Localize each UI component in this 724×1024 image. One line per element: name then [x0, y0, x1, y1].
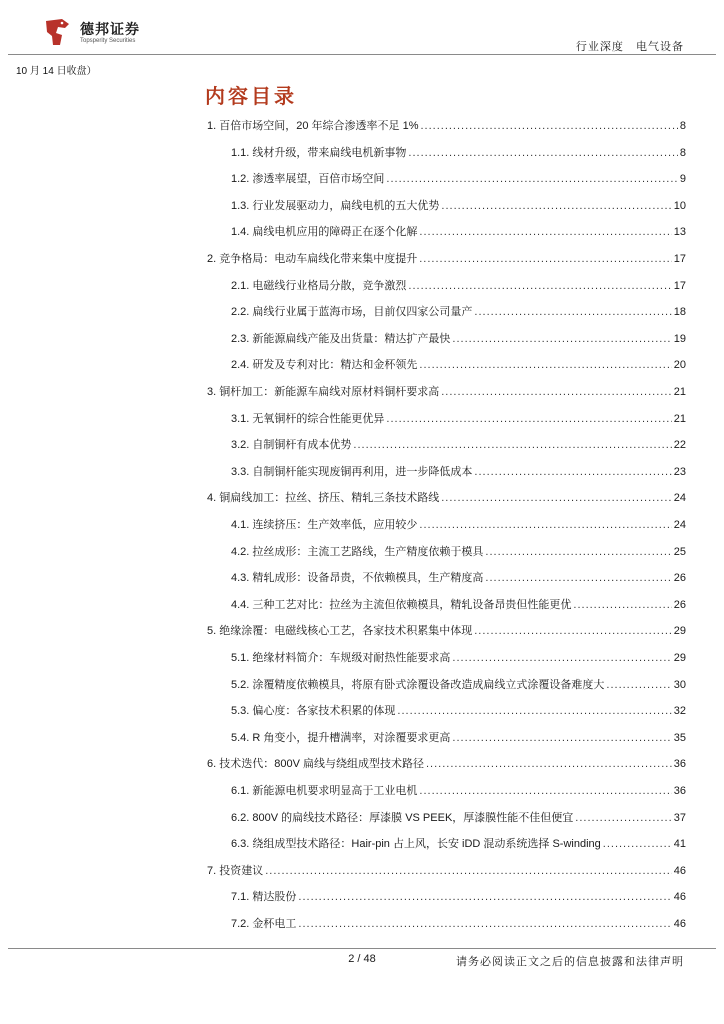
toc-entry-title: 4. 铜扁线加工：拉丝、挤压、精轧三条技术路线 [207, 492, 440, 505]
toc-subsection-entry[interactable] [231, 357, 686, 373]
toc-entry-title: 6.1. 新能源电机要求明显高于工业电机 [231, 785, 418, 797]
toc-entry-title: 5.3. 偏心度：各家技术积累的体现 [231, 705, 396, 718]
toc-entry-page: 37 [673, 811, 686, 824]
toc-entry-page: 26 [673, 572, 686, 585]
toc-entry-page: 46 [673, 891, 686, 904]
toc-entry-title: 4.3. 精轧成形：设备昂贵，不依赖模具，生产精度高 [231, 572, 484, 585]
toc-entry-page: 24 [673, 519, 686, 531]
toc-entry-title: 1.1. 线材升级，带来扁线电机新事物 [231, 146, 407, 159]
toc-subsection-entry[interactable] [231, 916, 686, 932]
toc-subsection-entry[interactable] [231, 597, 686, 613]
page-number: 2 / 48 [348, 953, 376, 965]
toc-entry-page: 8 [679, 120, 686, 132]
toc-entry-page: 26 [673, 598, 686, 611]
toc-subsection-entry[interactable] [231, 703, 686, 719]
toc-dot-leader [606, 677, 671, 693]
toc-entry-title: 2.3. 新能源扁线产能及出货量：精达扩产最快 [231, 332, 451, 345]
toc-subsection-entry[interactable] [231, 730, 686, 746]
toc-entry-page: 20 [673, 359, 686, 372]
toc-dot-leader [452, 331, 671, 347]
toc-title: 内容目录 [205, 86, 297, 108]
footer-divider [8, 948, 716, 949]
toc-entry-title: 3. 铜杆加工：新能源车扁线对原材料铜杆要求高 [207, 386, 440, 398]
header-divider [8, 54, 716, 55]
report-category [576, 38, 684, 54]
toc-section-entry[interactable] [207, 756, 686, 772]
toc-section-entry[interactable] [207, 490, 686, 506]
toc-entry-page: 10 [673, 199, 686, 212]
toc-subsection-entry[interactable] [231, 889, 686, 905]
toc-section-entry[interactable] [207, 623, 686, 639]
toc-entry-title: 4.1. 连续挤压：生产效率低，应用较少 [231, 519, 418, 531]
toc-entry-title: 5.2. 涂覆精度依赖模具，将原有卧式涂覆设备改造成扁线立式涂覆设备难度大 [231, 678, 605, 691]
toc-entry-title: 1.4. 扁线电机应用的障碍正在逐个化解 [231, 226, 418, 239]
toc-dot-leader [408, 145, 677, 161]
toc-subsection-entry[interactable] [231, 224, 686, 240]
toc-dot-leader [419, 783, 671, 799]
toc-subsection-entry[interactable] [231, 171, 686, 187]
toc-dot-leader [419, 357, 671, 373]
toc-entry-title: 2.4. 研发及专利对比：精达和金杯领先 [231, 359, 418, 372]
toc-entry-page: 8 [679, 146, 686, 159]
toc-entry-page: 35 [673, 731, 686, 744]
toc-entry-title: 1. 百倍市场空间，20 年综合渗透率不足 1% [207, 120, 419, 132]
toc-entry-title: 3.3. 自制铜杆能实现废铜再利用，进一步降低成本 [231, 465, 473, 478]
toc-entry-title: 6.3. 绕组成型技术路径：Hair-pin 占上风，长安 iDD 混动系统选择 S-winding [231, 838, 601, 851]
toc-subsection-entry[interactable] [231, 517, 686, 533]
toc-dot-leader [575, 810, 671, 826]
report-type: 行业深度 [575, 41, 624, 53]
toc-dot-leader [408, 278, 671, 294]
toc-dot-leader [386, 411, 671, 427]
toc-dot-leader [485, 544, 671, 560]
toc-entry-page: 17 [673, 279, 686, 292]
toc-dot-leader [420, 118, 677, 134]
toc-dot-leader [353, 437, 671, 453]
toc-dot-leader [298, 916, 671, 932]
toc-entry-page: 21 [673, 386, 686, 398]
toc-entry-title: 2. 竞争格局：电动车扁线化带来集中度提升 [207, 253, 418, 265]
company-logo [40, 15, 155, 49]
toc-entry-page: 41 [673, 838, 686, 851]
toc-entry-title: 5. 绝缘涂覆：电磁线核心工艺，各家技术积累集中体现 [207, 625, 473, 638]
toc-entry-page: 17 [673, 253, 686, 265]
toc-dot-leader [474, 464, 671, 480]
toc-entry-title: 7.1. 精达股份 [231, 891, 297, 904]
toc-dot-leader [441, 490, 672, 506]
toc-subsection-entry[interactable] [231, 145, 686, 161]
toc-entry-title: 3.1. 无氧铜杆的综合性能更优异 [231, 412, 385, 425]
toc-entry-title: 6.2. 800V 的扁线技术路径：厚漆膜 VS PEEK，厚漆膜性能不佳但便宜 [231, 811, 574, 824]
toc-entry-page: 24 [673, 492, 686, 505]
toc-entry-title: 1.2. 渗透率展望，百倍市场空间 [231, 173, 385, 186]
toc-subsection-entry[interactable] [231, 570, 686, 586]
toc-entry-page: 29 [673, 625, 686, 638]
toc-dot-leader [474, 304, 671, 320]
toc-entry-page: 32 [673, 705, 686, 718]
toc-dot-leader [426, 756, 672, 772]
toc-entry-title: 1.3. 行业发展驱动力，扁线电机的五大优势 [231, 199, 440, 212]
toc-subsection-entry[interactable] [231, 411, 686, 427]
toc-entry-page: 18 [673, 306, 686, 319]
toc-entry-page: 21 [673, 412, 686, 425]
toc-dot-leader [603, 836, 672, 852]
toc-subsection-entry[interactable] [231, 836, 686, 852]
toc-entry-page: 29 [673, 652, 686, 664]
toc-section-entry[interactable] [207, 251, 686, 267]
toc-entry-page: 13 [673, 226, 686, 239]
industry-name: 电气设备 [636, 41, 684, 53]
toc-entry-title: 7. 投资建议 [207, 864, 264, 877]
toc-subsection-entry[interactable] [231, 677, 686, 693]
toc-dot-leader [298, 889, 671, 905]
toc-subsection-entry[interactable] [231, 544, 686, 560]
date-note: 10 月 14 日收盘） [16, 66, 97, 77]
toc-entry-title: 2.1. 电磁线行业格局分散，竞争激烈 [231, 279, 407, 292]
toc-entry-page: 19 [673, 332, 686, 345]
toc-section-entry[interactable] [207, 384, 686, 400]
toc-dot-leader [397, 703, 671, 719]
toc-dot-leader [419, 224, 671, 240]
toc-dot-leader [265, 863, 672, 879]
toc-entry-page: 30 [673, 678, 686, 691]
toc-dot-leader [452, 650, 671, 666]
toc-dot-leader [386, 171, 677, 187]
toc-entry-page: 46 [673, 918, 686, 930]
toc-dot-leader [441, 198, 671, 214]
logo-english-name: Topsperity Securities [80, 38, 136, 44]
toc-subsection-entry[interactable] [231, 304, 686, 320]
toc-subsection-entry[interactable] [231, 783, 686, 799]
toc-dot-leader [573, 597, 671, 613]
legal-disclaimer: 请务必阅读正文之后的信息披露和法律声明 [456, 956, 684, 968]
toc-subsection-entry[interactable] [231, 650, 686, 666]
toc-entry-title: 2.2. 扁线行业属于蓝海市场，目前仅四家公司量产 [231, 306, 473, 319]
dragon-logo-icon [40, 15, 74, 49]
toc-dot-leader [474, 623, 672, 639]
toc-subsection-entry[interactable] [231, 198, 686, 214]
toc-subsection-entry[interactable] [231, 278, 686, 294]
toc-dot-leader [452, 730, 671, 746]
toc-entry-title: 4.4. 三种工艺对比：拉丝为主流但依赖模具，精轧设备昂贵但性能更优 [231, 598, 572, 611]
toc-section-entry[interactable] [207, 118, 686, 134]
toc-subsection-entry[interactable] [231, 810, 686, 826]
logo-company-name: 德邦证券 [80, 21, 140, 37]
toc-entry-title: 5.1. 绝缘材料简介：车规级对耐热性能要求高 [231, 652, 451, 664]
toc-entry-title: 6. 技术迭代：800V 扁线与绕组成型技术路径 [207, 758, 424, 771]
toc-dot-leader [441, 384, 672, 400]
toc-subsection-entry[interactable] [231, 437, 686, 453]
toc-entry-title: 7.2. 金杯电工 [231, 918, 297, 930]
toc-entry-title: 5.4. R 角变小，提升槽满率，对涂覆要求更高 [231, 731, 451, 744]
toc-subsection-entry[interactable] [231, 331, 686, 347]
toc-entry-page: 36 [673, 785, 686, 797]
toc-entry-page: 25 [673, 545, 686, 558]
toc-entry-title: 4.2. 拉丝成形：主流工艺路线，生产精度依赖于模具 [231, 545, 484, 558]
toc-entry-title: 3.2. 自制铜杆有成本优势 [231, 439, 352, 452]
toc-entry-page: 36 [673, 758, 686, 771]
toc-entry-page: 23 [673, 465, 686, 478]
toc-subsection-entry[interactable] [231, 464, 686, 480]
toc-dot-leader [419, 251, 672, 267]
toc-entry-page: 22 [673, 439, 686, 452]
toc-entry-page: 9 [679, 173, 686, 186]
toc-section-entry[interactable] [207, 863, 686, 879]
toc-dot-leader [419, 517, 671, 533]
toc-dot-leader [485, 570, 671, 586]
toc-entry-page: 46 [673, 864, 686, 877]
